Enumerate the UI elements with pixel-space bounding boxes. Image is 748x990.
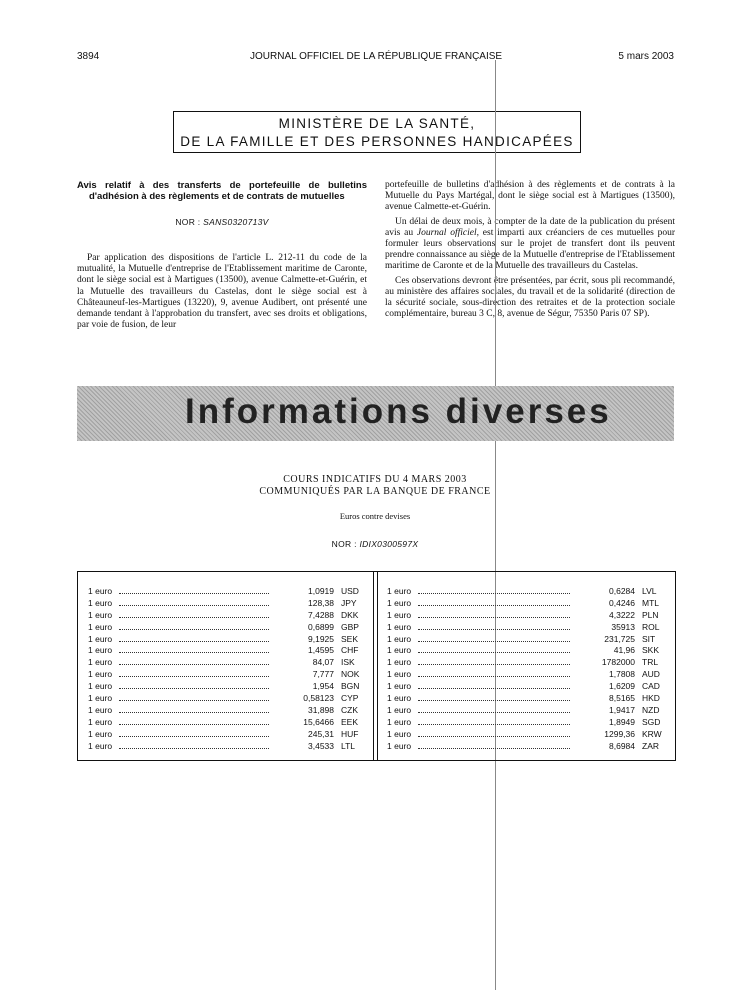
rate-label: 1 euro — [387, 597, 412, 608]
rate-label: 1 euro — [88, 633, 113, 644]
currency-code: GBP — [341, 621, 359, 632]
rates-right-column — [387, 586, 664, 752]
ministry-line-1: MINISTÈRE DE LA SANTÉ, — [278, 116, 476, 131]
rate-value: 4,3222 — [609, 609, 635, 620]
currency-code: SEK — [341, 633, 359, 644]
rate-label: 1 euro — [387, 657, 412, 668]
rate-label: 1 euro — [387, 681, 412, 692]
dot-leader — [119, 694, 269, 701]
rate-value: 245,31 — [308, 728, 334, 739]
notice-left-column — [77, 180, 367, 331]
rate-row — [387, 586, 664, 598]
exchange-title-line-2: COMMUNIQUÉS PAR LA BANQUE DE FRANCE — [259, 486, 491, 497]
notice-paragraph: Ces observations devront être présentées, par écrit, sous pli recommandé, au ministère des affaires sociales, du travail et de la solidarité (direction de la sécurité sociale, sous-direction des retraites et de la protection sociale complémentaire, bureau 3 C, 8, avenue de Ségur, 75350 Paris 07 SP). — [385, 275, 675, 320]
rate-value: 1,8949 — [609, 716, 635, 727]
notice-right-column — [385, 180, 675, 320]
rate-value: 15,6466 — [303, 716, 334, 727]
rate-label: 1 euro — [88, 621, 113, 632]
currency-code: LTL — [341, 740, 356, 751]
rate-label: 1 euro — [387, 645, 412, 656]
rate-row — [387, 717, 664, 729]
rate-row — [387, 622, 664, 634]
rate-value: 1,7808 — [609, 669, 635, 680]
rate-row — [387, 693, 664, 705]
dot-leader — [119, 658, 269, 665]
currency-code: LVL — [642, 586, 657, 596]
rate-row — [88, 681, 363, 693]
currency-code: SKK — [642, 645, 660, 656]
rate-row — [387, 634, 664, 646]
rate-label: 1 euro — [88, 597, 113, 608]
rate-value: 0,6899 — [308, 621, 334, 632]
rate-label: 1 euro — [88, 609, 113, 620]
notice-paragraph: Par application des dispositions de l'article L. 212-11 du code de la mutualité, la Mutuelle d'entreprise de l'Etablissement maritime de Caronte, dont le siège social est à Martigues (13500), avenue Calmette-et-Guérin, et la Mutuelle des travailleurs du Castelas, dont le siège social est à Châteauneuf-les-Martigues (13220), 9, avenue Audibert, ont présenté une demande tendant à l'approbation du transfert, avec ses droits et obligations, par voie de fusion, de leur — [77, 253, 367, 331]
paragraph-text: Un délai de deux mois, à compter de la date de la publication du présent avis au — [385, 216, 675, 238]
currency-code: NZD — [642, 704, 660, 715]
dot-leader — [418, 682, 570, 689]
rate-row — [387, 598, 664, 610]
rate-label: 1 euro — [88, 693, 113, 704]
dot-leader — [119, 611, 269, 618]
exchange-nor-reference — [160, 539, 590, 549]
rate-label: 1 euro — [387, 740, 412, 751]
scan-artifact-line — [495, 60, 496, 990]
notice-paragraph: portefeuille de bulletins d'adhésion à des règlements et de contrats à la Mutuelle du Pays Martégal, dont le siège social est à Martigues (13500), avenue Calmette-et-Guérin. — [385, 180, 675, 213]
column-divider — [377, 572, 378, 760]
rate-label: 1 euro — [88, 740, 113, 751]
rate-value: 231,725 — [604, 633, 635, 644]
rate-value: 1,0919 — [308, 586, 334, 596]
rate-value: 9,1925 — [308, 633, 334, 644]
rate-label: 1 euro — [88, 657, 113, 668]
currency-code: KRW — [642, 728, 662, 739]
dot-leader — [418, 635, 570, 642]
rate-label: 1 euro — [88, 716, 113, 727]
ministry-line-2: DE LA FAMILLE ET DES PERSONNES HANDICAPÉES — [180, 134, 574, 149]
dot-leader — [418, 587, 570, 594]
dot-leader — [418, 718, 570, 725]
rate-value: 1299,36 — [604, 728, 635, 739]
rate-label: 1 euro — [387, 716, 412, 727]
dot-leader — [418, 694, 570, 701]
dot-leader — [119, 682, 269, 689]
rate-value: 84,07 — [312, 657, 334, 668]
dot-leader — [418, 623, 570, 630]
rates-left-column — [88, 586, 363, 752]
journal-reference: Journal officiel, — [416, 227, 479, 238]
rate-row — [387, 681, 664, 693]
notice-nor-reference — [77, 217, 367, 227]
currency-code: CAD — [642, 681, 660, 692]
currency-code: CHF — [341, 645, 359, 656]
rate-value: 1,954 — [312, 681, 334, 692]
currency-code: PLN — [642, 609, 659, 620]
currency-code: USD — [341, 586, 359, 596]
rate-value: 7,777 — [312, 669, 334, 680]
dot-leader — [119, 706, 269, 713]
rate-row — [387, 741, 664, 753]
rate-row — [387, 657, 664, 669]
dot-leader — [418, 670, 570, 677]
section-banner-title: Informations diverses — [185, 392, 612, 431]
exchange-rates-table — [77, 571, 676, 761]
rate-row — [387, 610, 664, 622]
currency-code: NOK — [341, 669, 360, 680]
rate-label: 1 euro — [88, 669, 113, 680]
dot-leader — [418, 742, 570, 749]
currency-code: BGN — [341, 681, 360, 692]
currency-code: SIT — [642, 633, 656, 644]
dot-leader — [119, 599, 269, 606]
rate-value: 1,4595 — [308, 645, 334, 656]
rate-label: 1 euro — [88, 704, 113, 715]
dot-leader — [119, 587, 269, 594]
nor-value: SANS0320713V — [203, 217, 269, 227]
dot-leader — [119, 623, 269, 630]
dot-leader — [418, 611, 570, 618]
notice-paragraph — [385, 217, 675, 273]
rate-label: 1 euro — [387, 728, 412, 739]
rate-label: 1 euro — [387, 621, 412, 632]
exchange-subtitle: Euros contre devises — [339, 511, 411, 521]
dot-leader — [418, 599, 570, 606]
dot-leader — [119, 635, 269, 642]
section-banner — [77, 386, 674, 441]
rate-row — [88, 669, 363, 681]
rate-row — [88, 586, 363, 598]
rate-value: 35913 — [611, 621, 635, 632]
rate-label: 1 euro — [88, 728, 113, 739]
rate-value: 8,6984 — [609, 740, 635, 751]
exchange-title-line-1: COURS INDICATIFS DU 4 MARS 2003 — [283, 474, 467, 485]
rate-label: 1 euro — [387, 633, 412, 644]
rate-row — [88, 705, 363, 717]
currency-code: MTL — [642, 597, 659, 608]
currency-code: TRL — [642, 657, 659, 668]
nor-label: NOR : — [175, 217, 204, 227]
currency-code: AUD — [642, 669, 660, 680]
paragraph-text: est imparti aux créanciers de ces mutuelles pour formuler leurs observations sur le projet de transfert dont ils peuvent prendre connaissance au siège de la Mutuelle d'entreprise de l'Etablissement maritime de Caronte et de la Mutuelle des travailleurs du Castelas. — [385, 227, 675, 272]
dot-leader — [119, 670, 269, 677]
rate-row — [88, 598, 363, 610]
rate-row — [88, 729, 363, 741]
rate-row — [88, 657, 363, 669]
rate-row — [88, 693, 363, 705]
rate-row — [387, 729, 664, 741]
rate-label: 1 euro — [88, 681, 113, 692]
currency-code: ROL — [642, 621, 660, 632]
rate-row — [88, 622, 363, 634]
dot-leader — [119, 730, 269, 737]
currency-code: EEK — [341, 716, 359, 727]
rate-label: 1 euro — [88, 645, 113, 656]
currency-code: ZAR — [642, 740, 659, 751]
currency-code: ISK — [341, 657, 355, 668]
page-number: 3894 — [77, 51, 100, 62]
dot-leader — [119, 742, 269, 749]
currency-code: CYP — [341, 693, 359, 704]
rate-value: 0,6284 — [609, 586, 635, 596]
dot-leader — [418, 730, 570, 737]
currency-code: CZK — [341, 704, 358, 715]
rate-value: 31,898 — [308, 704, 334, 715]
column-divider — [373, 572, 374, 760]
rate-value: 41,96 — [613, 645, 635, 656]
rate-row — [387, 669, 664, 681]
rate-value: 128,38 — [308, 597, 334, 608]
rate-value: 0,58123 — [303, 693, 334, 704]
rate-label: 1 euro — [387, 693, 412, 704]
rate-label: 1 euro — [387, 586, 412, 596]
ministry-heading-box — [173, 111, 581, 153]
rate-value: 1,9417 — [609, 704, 635, 715]
dot-leader — [418, 646, 570, 653]
publication-date: 5 mars 2003 — [618, 51, 674, 62]
nor-label: NOR : — [331, 539, 360, 549]
rate-row — [88, 634, 363, 646]
dot-leader — [418, 658, 570, 665]
currency-code: SGD — [642, 716, 661, 727]
currency-code: HKD — [642, 693, 660, 704]
rate-row — [88, 645, 363, 657]
rate-label: 1 euro — [387, 609, 412, 620]
rate-value: 0,4246 — [609, 597, 635, 608]
dot-leader — [119, 718, 269, 725]
notice-title: Avis relatif à des transferts de portefeuille de bulletins d'adhésion à des règlements et de contrats de mutuelles — [77, 180, 367, 202]
rate-value: 7,4288 — [308, 609, 334, 620]
dot-leader — [418, 706, 570, 713]
rate-value: 1782000 — [601, 657, 635, 668]
rate-row — [88, 717, 363, 729]
currency-code: JPY — [341, 597, 357, 608]
nor-value: IDIX0300597X — [359, 539, 419, 549]
rate-label: 1 euro — [387, 704, 412, 715]
rate-value: 3,4533 — [308, 740, 334, 751]
rate-row — [387, 705, 664, 717]
rate-label: 1 euro — [88, 586, 113, 596]
dot-leader — [119, 646, 269, 653]
rate-label: 1 euro — [387, 669, 412, 680]
currency-code: DKK — [341, 609, 359, 620]
rate-value: 1,6209 — [609, 681, 635, 692]
rate-value: 8,5165 — [609, 693, 635, 704]
rate-row — [88, 741, 363, 753]
rate-row — [88, 610, 363, 622]
journal-title: JOURNAL OFFICIEL DE LA RÉPUBLIQUE FRANÇAISE — [250, 51, 503, 62]
rate-row — [387, 645, 664, 657]
currency-code: HUF — [341, 728, 359, 739]
